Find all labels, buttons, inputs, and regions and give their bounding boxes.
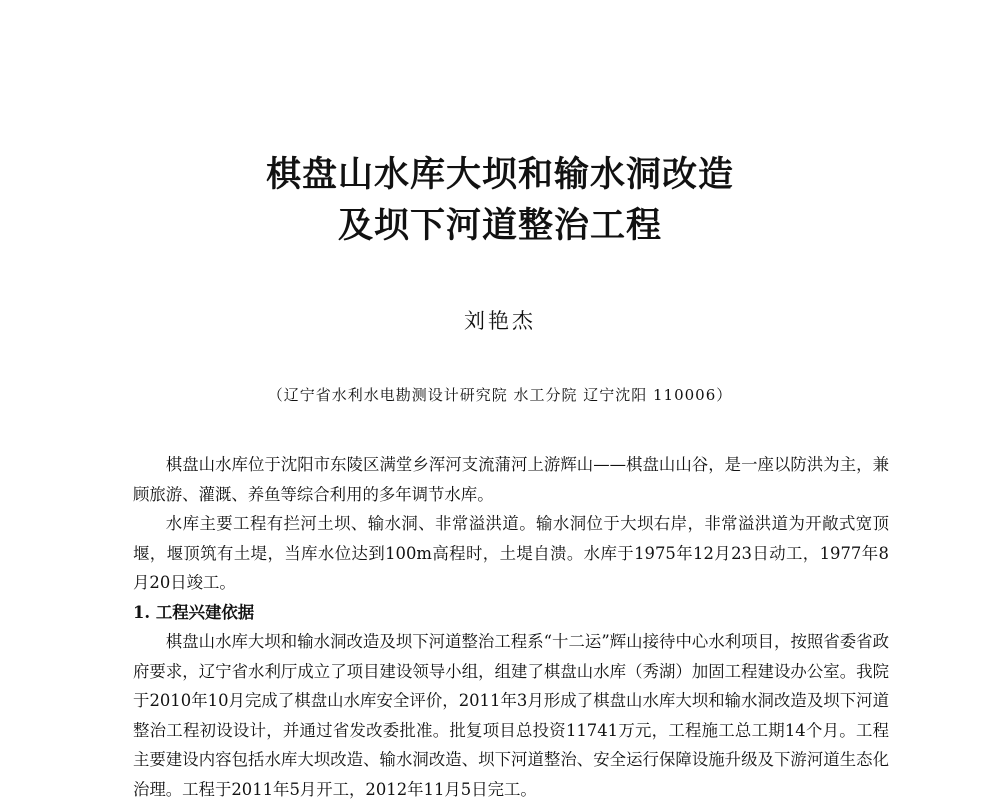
paragraph-intro: 棋盘山水库位于沈阳市东陵区满堂乡浑河支流蒲河上游辉山——棋盘山山谷，是一座以防洪为主，兼顾旅游、灌溉、养鱼等综合利用的多年调节水库。: [133, 455, 889, 504]
paragraph-works: 水库主要工程有拦河土坝、输水洞、非常溢洪道。输水洞位于大坝右岸，非常溢洪道为开敞式宽顶堰，堰顶筑有土堤，当库水位达到100m高程时，土堤自溃。水库于1975年12月23日动工，1977年8月20日竣工。: [133, 514, 889, 592]
title-line-2: 及坝下河道整治工程: [337, 206, 662, 246]
article-body: [133, 450, 889, 804]
author-name: 刘艳杰: [464, 309, 536, 333]
title-line-1: 棋盘山水库大坝和输水洞改造: [265, 155, 734, 195]
section-heading: 1. 工程兴建依据: [133, 602, 255, 622]
author-affiliation: （辽宁省水利水电勘测设计研究院 水工分院 辽宁沈阳 110006）: [267, 386, 733, 404]
paragraph-basis: 棋盘山水库大坝和输水洞改造及坝下河道整治工程系“十二运”辉山接待中心水利项目，按照省委省政府要求，辽宁省水利厅成立了项目建设领导小组，组建了棋盘山水库（秀湖）加固工程建设办公室。我院于2010年10月完成了棋盘山水库安全评价，2011年3月形成了棋盘山水库大坝和输水洞改造及坝下河道整治工程初设设计，并通过省发改委批准。批复项目总投资11741万元，工程施工总工期14个月。工程主要建设内容包括水库大坝改造、输水洞改造、坝下河道整治、安全运行保障设施升级及下游河道生态化治理。工程于2011年5月开工，2012年11月5日完工。: [133, 632, 889, 799]
